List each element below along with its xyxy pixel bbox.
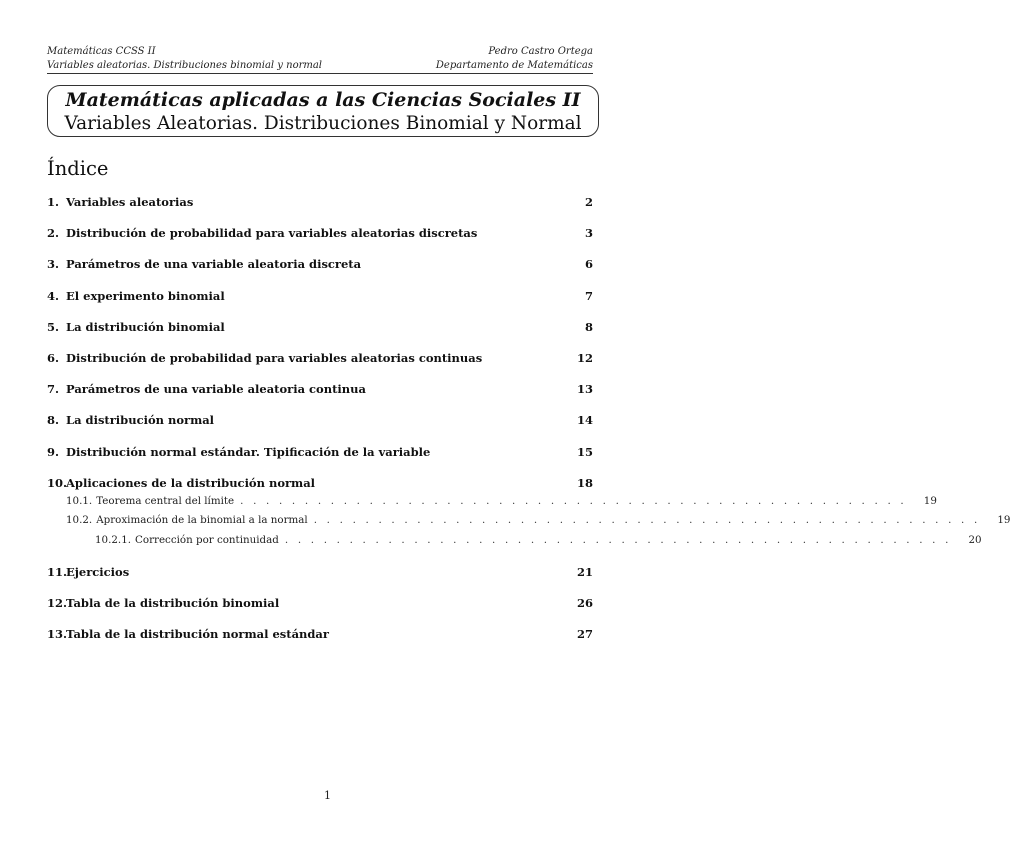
toc-entry-2[interactable] xyxy=(47,224,593,255)
toc-entry-number: 12. xyxy=(47,595,68,610)
toc-entry-3[interactable] xyxy=(47,255,593,286)
toc-entry-title: Variables aleatorias xyxy=(66,195,194,209)
toc-subentry-10-2[interactable] xyxy=(47,513,1010,533)
toc-entry-page: 12 xyxy=(576,350,593,365)
table-of-contents xyxy=(47,193,1010,656)
toc-entry-page: 18 xyxy=(576,475,593,490)
dot-leader: . . . . . . . . . . . . . . . . . . . . . . . . . . . . . . . . . . . . . . . . . . . . . . . . . . . . xyxy=(284,533,952,546)
toc-entry-13[interactable] xyxy=(47,625,593,656)
toc-entry-9[interactable] xyxy=(47,443,593,474)
toc-entry-12[interactable] xyxy=(47,594,593,625)
toc-entry-title: Tabla de la distribución normal estándar xyxy=(66,627,329,642)
toc-entry-title: Distribución de probabilidad para variables aleatorias discretas xyxy=(66,226,478,241)
toc-entry-number: 1. xyxy=(47,195,60,209)
toc-entry-title: Aplicaciones de la distribución normal xyxy=(66,475,316,490)
toc-entry-number: 2. xyxy=(47,226,60,241)
toc-entry-page: 6 xyxy=(584,257,593,272)
toc-entry-number: 11. xyxy=(47,564,68,579)
toc-entry-page: 27 xyxy=(576,627,593,642)
toc-entry-number: 7. xyxy=(47,382,60,397)
toc-entry-number: 13. xyxy=(47,627,68,642)
toc-subentry-page: 19 xyxy=(997,514,1010,527)
index-heading: Índice xyxy=(47,157,109,180)
dot-leader: . . . . . . . . . . . . . . . . . . . . . . . . . . . . . . . . . . . . . . . . . . . . . . . . . . . . xyxy=(240,494,907,507)
toc-entry-title: Tabla de la distribución binomial xyxy=(66,595,280,610)
toc-entry-page: 15 xyxy=(576,444,593,459)
title-box xyxy=(47,85,599,137)
toc-entry-11[interactable] xyxy=(47,563,593,594)
toc-entry-title: El experimento binomial xyxy=(66,288,225,303)
toc-entry-title: Ejercicios xyxy=(66,564,130,579)
toc-subentry-page: 20 xyxy=(968,533,982,546)
toc-entry-page: 7 xyxy=(584,288,593,303)
toc-entry-5[interactable] xyxy=(47,318,593,349)
header-department: Departamento de Matemáticas xyxy=(435,60,593,71)
toc-entry-page: 2 xyxy=(584,195,593,209)
toc-entry-title: La distribución binomial xyxy=(66,319,225,334)
toc-entry-page: 3 xyxy=(584,226,593,241)
page-number: 1 xyxy=(324,789,331,802)
header-topic: Variables aleatorias. Distribuciones binomial y normal xyxy=(47,60,323,71)
toc-entry-page: 26 xyxy=(576,595,593,610)
toc-subentry-title: Corrección por continuidad xyxy=(135,533,279,546)
toc-entry-title: Parámetros de una variable aleatoria discreta xyxy=(66,257,362,272)
toc-entry-number: 10. xyxy=(47,475,68,490)
toc-entry-number: 3. xyxy=(47,257,60,272)
toc-entry-4[interactable] xyxy=(47,287,593,318)
document-subtitle: Variables Aleatorias. Distribuciones Binomial y Normal xyxy=(64,113,582,134)
toc-entry-number: 9. xyxy=(47,444,60,459)
toc-entry-number: 4. xyxy=(47,288,60,303)
toc-entry-title: Distribución normal estándar. Tipificación de la variable xyxy=(66,444,431,459)
toc-entry-title: Parámetros de una variable aleatoria continua xyxy=(66,382,366,397)
toc-entry-6[interactable] xyxy=(47,349,593,380)
running-header xyxy=(47,45,593,73)
toc-entry-page: 8 xyxy=(584,319,593,334)
toc-entry-title: La distribución normal xyxy=(66,413,215,428)
toc-entry-number: 6. xyxy=(47,350,60,365)
toc-subentry-number: 10.1. xyxy=(66,494,93,507)
toc-entry-10[interactable] xyxy=(47,474,593,494)
toc-subentry-number: 10.2. xyxy=(66,514,93,527)
toc-entry-page: 21 xyxy=(576,564,593,579)
toc-entry-page: 14 xyxy=(576,413,593,428)
toc-subentry-10-1[interactable] xyxy=(47,494,937,514)
toc-entry-7[interactable] xyxy=(47,380,593,411)
toc-entry-number: 8. xyxy=(47,413,60,428)
toc-subentry-title: Teorema central del límite xyxy=(96,494,235,507)
toc-subentry-title: Aproximación de la binomial a la normal xyxy=(96,514,308,527)
toc-subentry-10-2-1[interactable] xyxy=(47,533,982,563)
document-title: Matemáticas aplicadas a las Ciencias Sociales II xyxy=(65,89,581,111)
header-rule xyxy=(47,73,593,74)
dot-leader: . . . . . . . . . . . . . . . . . . . . . . . . . . . . . . . . . . . . . . . . . . . . . . . . . . . . xyxy=(313,514,981,527)
toc-subentry-page: 19 xyxy=(923,494,937,507)
toc-subentry-number: 10.2.1. xyxy=(95,533,132,546)
header-author: Pedro Castro Ortega xyxy=(488,46,593,57)
toc-entry-title: Distribución de probabilidad para variables aleatorias continuas xyxy=(66,350,483,365)
toc-entry-1[interactable] xyxy=(47,193,593,224)
toc-entry-page: 13 xyxy=(576,382,593,397)
toc-entry-number: 5. xyxy=(47,319,60,334)
toc-entry-8[interactable] xyxy=(47,411,593,442)
header-course: Matemáticas CCSS II xyxy=(47,46,156,57)
